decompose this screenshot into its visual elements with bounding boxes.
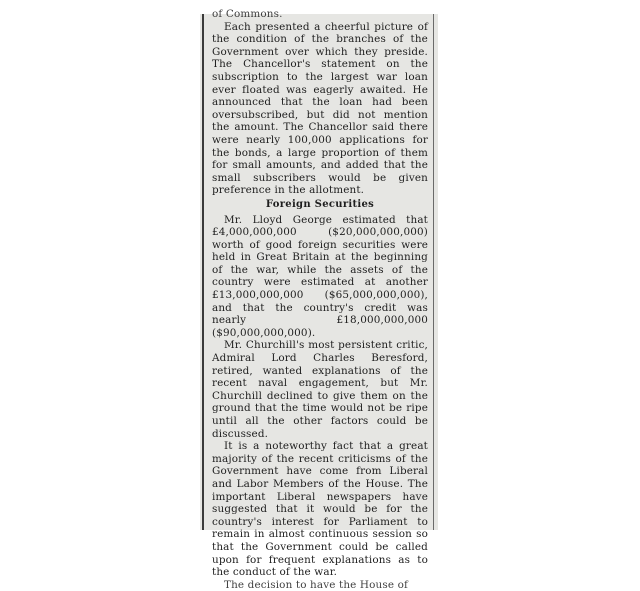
paragraph-criticisms: It is a noteworthy fact that a great majority of the recent criticisms of the Government have come from Liberal and Labor Members of the House. The important Liberal newspapers have suggested that it would be for the country's interest for Parliament to remain in almost continuous session so that the Government could be called upon for frequent explanations as to the conduct of the war. — [212, 440, 428, 579]
paragraph-lloyd-george: Mr. Lloyd George estimated that £4,000,000,000 ($20,000,000,000) worth of good foreign securities were held in Great Britain at the beginning of the war, while the assets of the country were estimated at another £13,000,000,000 ($65,000,000,000), and that the country's credit was nearly £18,000,000,000 ($90,000,000,000). — [212, 213, 428, 339]
column-rule-right — [433, 14, 434, 530]
top-fragment: of Commons. — [212, 8, 283, 20]
subhead-foreign-securities: Foreign Securities — [265, 198, 375, 210]
bottom-fragment: The decision to have the House of — [224, 578, 409, 591]
paragraph-churchill: Mr. Churchill's most persistent critic, Admiral Lord Charles Beresford, retired, wanted explanations of the recent naval engagement, but Mr. Churchill declined to give them on the ground that the time would not be ripe until all the other factors could be discussed. — [212, 339, 428, 440]
paragraph-chancellor: Each presented a cheerful picture of the condition of the branches of the Government over which they preside. The Chancellor's statement on the subscription to the largest war loan ever floated was eagerly awaited. He announced that the loan had been oversubscribed, but did not mention the amount. The Chancellor said there were nearly 100,000 applications for the bonds, a large proportion of them for small amounts, and added that the small subscribers would be given preference in the allotment. — [212, 20, 428, 197]
newspaper-clipping — [200, 8, 438, 591]
article-column — [212, 8, 428, 591]
column-rule-left — [202, 14, 204, 530]
